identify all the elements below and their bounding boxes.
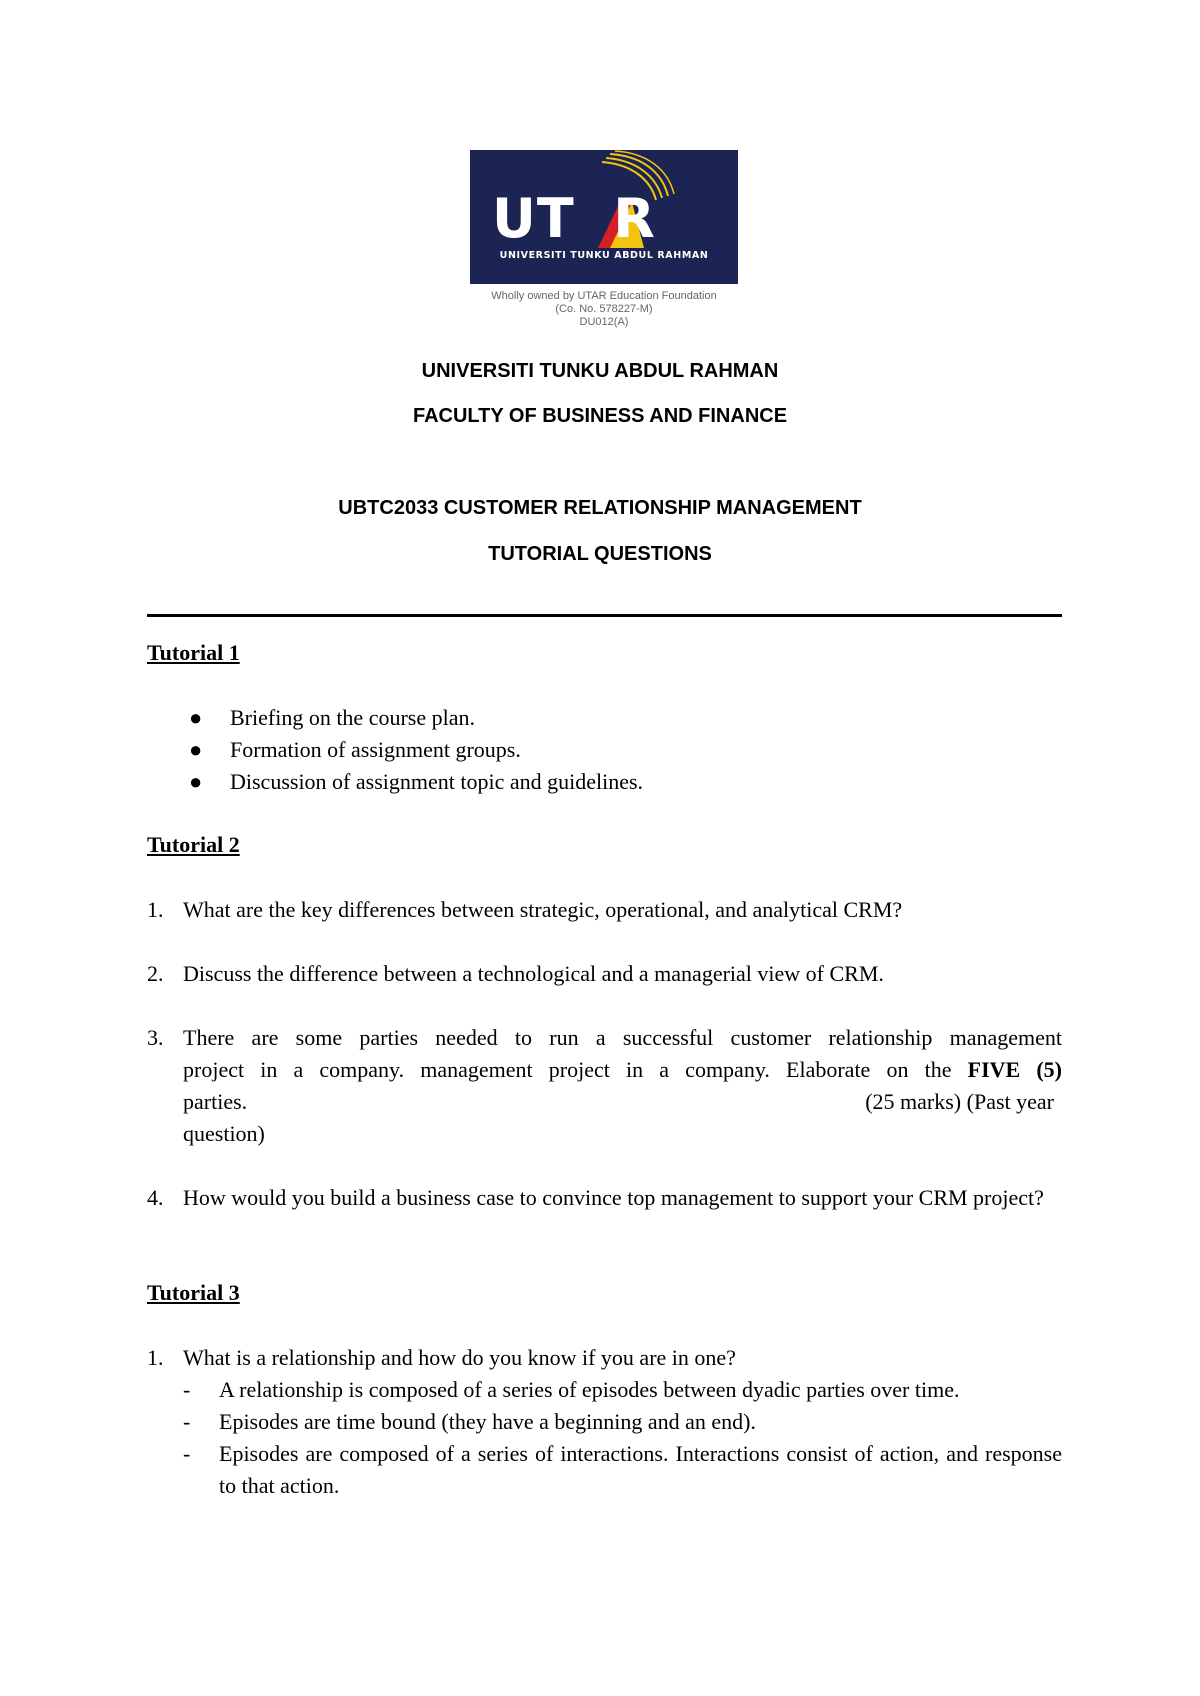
tutorial-3-heading: Tutorial 3 (147, 1280, 240, 1305)
question-3-line-2 (183, 1054, 1062, 1086)
bullet-icon: ● (189, 769, 203, 794)
list-item (147, 702, 1047, 734)
question-3-line-1: There are some parties needed to run a successful customer relationship management (183, 1025, 1062, 1050)
university-name: UNIVERSITI TUNKU ABDUL RAHMAN (421, 360, 779, 382)
marks-note: (25 marks) (Past year (865, 1089, 1054, 1114)
question-number: 4. (147, 1185, 164, 1210)
question-number: 1. (147, 897, 164, 922)
logo-subtitle: UNIVERSITI TUNKU ABDUL RAHMAN (499, 250, 709, 261)
list-item (147, 766, 1047, 798)
utar-logo (470, 150, 738, 284)
faculty-name: FACULTY OF BUSINESS AND FINANCE (412, 405, 788, 427)
document-title: TUTORIAL QUESTIONS (488, 543, 712, 565)
question-number: 2. (147, 961, 164, 986)
dash-marker: - (183, 1377, 191, 1402)
answer-point-text: Episodes are composed of a series of interactions. Interactions consist of action, and response to that action. (219, 1441, 1062, 1498)
tutorial-2-question-4 (147, 1182, 1062, 1214)
question-3-parties: parties. (183, 1089, 248, 1114)
list-item-text: Formation of assignment groups. (230, 737, 521, 762)
logo-caption-line2: (Co. No. 578227-M) (555, 303, 653, 315)
course-title: UBTC2033 CUSTOMER RELATIONSHIP MANAGEMENT (338, 497, 862, 519)
logo-caption-line1: Wholly owned by UTAR Education Foundation (491, 290, 717, 302)
tutorial-2-question-3 (147, 1022, 1062, 1150)
question-3-line-3 (183, 1086, 1062, 1118)
list-item-text: Briefing on the course plan. (230, 705, 475, 730)
answer-point (183, 1374, 1062, 1406)
tutorial-2-heading: Tutorial 2 (147, 832, 240, 857)
question-text (183, 1022, 1062, 1150)
list-item-text: Discussion of assignment topic and guidelines. (230, 769, 644, 794)
tutorial-1-list (147, 702, 1047, 798)
tutorial-1-heading: Tutorial 1 (147, 640, 240, 665)
dash-marker: - (183, 1441, 191, 1466)
logo-text-right: R (613, 187, 656, 250)
logo-wordmark (492, 187, 656, 250)
question-text: What is a relationship and how do you know if you are in one? (183, 1345, 736, 1370)
bullet-icon: ● (189, 705, 203, 730)
tutorial-2-question-1 (147, 894, 1062, 926)
logo-text-left: UT (492, 187, 571, 250)
logo-text-a (571, 187, 614, 250)
question-text: What are the key differences between strategic, operational, and analytical CRM? (183, 897, 903, 922)
question-3-line-4: question) (183, 1121, 265, 1146)
question-text: Discuss the difference between a technological and a managerial view of CRM. (183, 961, 884, 986)
answer-point (183, 1406, 1062, 1438)
question-3-line-2-text: project in a company. management project in a company. Elaborate on the (183, 1057, 968, 1082)
emphasis-five: FIVE (5) (967, 1057, 1062, 1082)
question-text: How would you build a business case to convince top management to support your CRM project? (183, 1185, 1044, 1210)
header-divider (147, 614, 1062, 617)
answer-point (183, 1438, 1062, 1502)
tutorial-3-question-1 (147, 1342, 1062, 1502)
logo-caption-line3: DU012(A) (579, 316, 629, 328)
question-number: 3. (147, 1025, 164, 1050)
bullet-icon: ● (189, 737, 203, 762)
dash-marker: - (183, 1409, 191, 1434)
answer-point-text: A relationship is composed of a series of episodes between dyadic parties over time. (219, 1377, 960, 1402)
question-number: 1. (147, 1345, 164, 1370)
tutorial-2-question-2 (147, 958, 1062, 990)
list-item (147, 734, 1047, 766)
logo-caption (470, 290, 738, 329)
answer-point-text: Episodes are time bound (they have a beginning and an end). (219, 1409, 757, 1434)
